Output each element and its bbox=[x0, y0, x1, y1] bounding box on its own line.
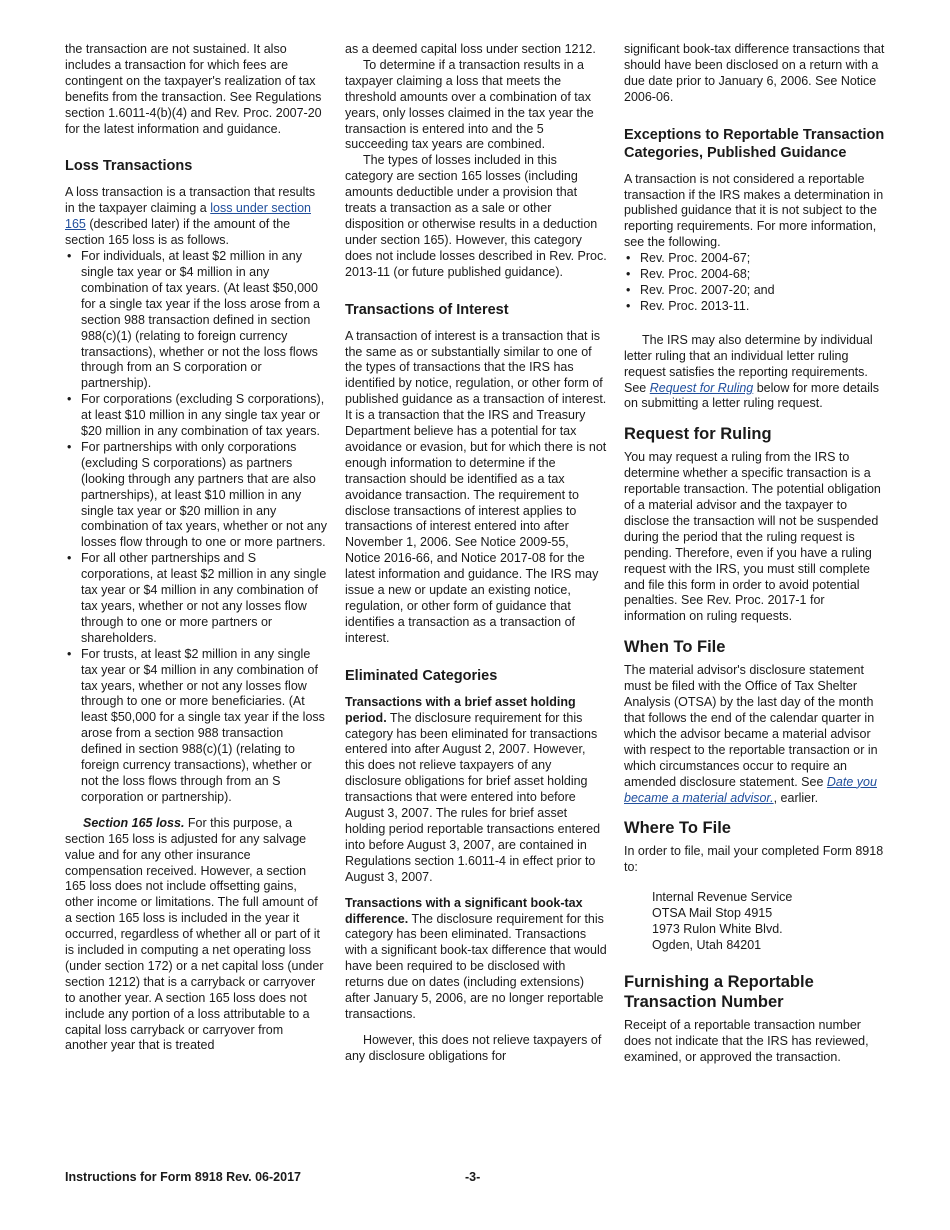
list-item: • For trusts, at least $2 million in any single tax year or $4 million in any combination of tax years, whether or not any losses flow through to one or more beneficiaries. (At least $50,000 for a single tax year if the loss arose from a section 988 transaction defined in section 988(c)(1) (relating to foreign currency transactions), whether or not the loss flows through from an S corporation or partnership). bbox=[65, 647, 327, 806]
section-165-paragraph: Section 165 loss. For this purpose, a section 165 loss is adjusted for any salvage value and for any other insurance compensation received. However, a section 165 loss does not include offsetting gains, other income or limitations. The full amount of a section 165 loss is included in the year it occurred, regardless of whether all or part of it is included in computing a net operating loss (under section 172) or a net capital loss (under section 1212) that is a carryback or carryover to another year. A section 165 loss does not include any portion of a loss attributable to a capital loss carryback or carryover from another year that is treated bbox=[65, 815, 324, 1053]
mailing-address bbox=[652, 890, 886, 954]
book-tax-title: Transactions with a significant book-tax difference. bbox=[345, 895, 583, 926]
list-item: • For corporations (excluding S corporations), at least $10 million in any single tax year or $20 million in any combination of tax years. bbox=[65, 392, 327, 440]
loss-paragraph: A loss transaction is a transaction that results in the taxpayer claiming a loss under section 165 (described later) if the amount of the section 165 loss is as follows. bbox=[65, 185, 316, 248]
column-1 bbox=[65, 42, 327, 1054]
types-paragraph: The types of losses included in this category are section 165 losses (including amounts deductible under a provision that treats a transaction as a sale or other disposition or otherwise results in a deduction under section 165). However, this category does not include losses described in Rev. Proc. 2013-11 (or future published guidance). bbox=[345, 153, 607, 279]
loss-threshold-list bbox=[65, 249, 327, 806]
heading-transactions-of-interest: Transactions of Interest bbox=[345, 301, 509, 318]
page-footer bbox=[65, 1170, 885, 1184]
list-item: • For all other partnerships and S corporations, at least $2 million in any single tax year or $4 million in any combination of tax years, whether or not any losses flow through to one or more partners or shareholders. bbox=[65, 551, 327, 646]
book-tax-paragraph: Transactions with a significant book-tax difference. The disclosure requirement for this category has been eliminated. Transactions with a significant book-tax difference that would have been required to be disclosed with returns due on dates (including extensions) after January 5, 2006, are no longer reportable transactions. bbox=[345, 895, 607, 1021]
when-paragraph: The material advisor's disclosure statement must be filed with the Office of Tax Shelter Analysis (OTSA) by the last day of the month that follows the end of the calendar quarter in which the advisor became a material advisor with respect to the reportable transaction or in which circumstances occur to require an amended disclosure statement. See Date you became a material advisor., earlier. bbox=[624, 663, 878, 805]
rev-proc-list bbox=[624, 251, 886, 315]
heading-furnishing-number: Furnishing a Reportable Transaction Number bbox=[624, 972, 814, 1011]
interest-paragraph: A transaction of interest is a transaction that is the same as or substantially similar to one of the types of transactions that the IRS has identified by notice, regulation, or other form of published guidance as a transaction of interest. It is a transaction that the IRS and Treasury Department believe has a potential for tax avoidance or evasion, but for which there is not enough information to determine if the transaction should be identified as a tax avoidance transaction. The requirement to disclose transactions of interest applies to transactions of interest entered into after November 1, 2006. See Notice 2009-55, Notice 2016-66, and Notice 2017-08 for the latest information and guidance. The IRS may issue a new or update an existing notice, regulation, or other form of guidance that identifies a transaction as a transaction of interest. bbox=[345, 328, 607, 645]
material-advisor-date-link[interactable]: Date you became a material advisor. bbox=[624, 774, 877, 805]
brief-asset-paragraph: Transactions with a brief asset holding period. The disclosure requirement for this category has been eliminated for transactions entered into after August 2, 2007. However, this does not relieve taxpayers of any disclosure obligations for brief asset holding transactions that were entered into before August 3, 2007. The rules for brief asset holding period reportable transactions entered into before August 3, 2007, are contained in Regulations section 1.6011-4 in effect prior to August 3, 2007. bbox=[345, 694, 601, 884]
determine-paragraph: To determine if a transaction results in a taxpayer claiming a loss that meets the threshold amounts over a combination of tax years, only losses claimed in the tax year the transaction is entered into and the 5 succeeding tax years are combined. bbox=[345, 57, 594, 152]
request-for-ruling-link[interactable]: Request for Ruling bbox=[649, 380, 754, 395]
intro-paragraph: the transaction are not sustained. It also includes a transaction for which fees are contingent on the taxpayer's realization of tax benefits from the transaction. See Regulations section 1.6011-4(b)(4) and Rev. Proc. 2007-20 for the latest information and guidance. bbox=[65, 42, 322, 136]
address-line: OTSA Mail Stop 4915 bbox=[652, 906, 773, 921]
address-line: 1973 Rulon White Blvd. bbox=[652, 922, 783, 937]
list-item: • Rev. Proc. 2004-68; bbox=[624, 267, 886, 283]
heading-exceptions: Exceptions to Reportable Transaction Categories, Published Guidance bbox=[624, 126, 885, 161]
column-2 bbox=[345, 42, 607, 1065]
exceptions-paragraph: A transaction is not considered a reportable transaction if the IRS makes a determination in published guidance that it is not subject to the reporting requirements. For more information, see the following. bbox=[624, 171, 884, 250]
list-item: • Rev. Proc. 2013-11. bbox=[624, 299, 886, 315]
continued-paragraph: as a deemed capital loss under section 1212. bbox=[345, 42, 596, 56]
page-number: -3- bbox=[465, 1170, 481, 1184]
heading-loss-transactions: Loss Transactions bbox=[65, 158, 193, 175]
where-paragraph: In order to file, mail your completed Form 8918 to: bbox=[624, 844, 884, 875]
letter-ruling-paragraph: The IRS may also determine by individual letter ruling that an individual letter ruling request satisfies the reporting requirements. See Request for Ruling below for more details on submitting a letter ruling request. bbox=[624, 332, 880, 411]
address-line: Internal Revenue Service bbox=[652, 890, 793, 905]
list-item: • For partnerships with only corporations (excluding S corporations) as partners (looking through any partners that are also partnerships), at least $10 million in any single tax year or $20 million in any combination of tax years, whether or not any losses flow through to one or more partners. bbox=[65, 440, 327, 551]
loss-section-165-link[interactable]: loss under section 165 bbox=[65, 201, 311, 232]
list-item: • For individuals, at least $2 million in any single tax year or $4 million in any combination of tax years. (At least $50,000 for a single tax year if the loss arose from a section 988 transaction defined in section 988(c)(1) (relating to foreign currency transactions), whether or not the loss flows through from an S corporation or partnership). bbox=[65, 249, 327, 392]
continued-paragraph: significant book-tax difference transactions that should have been disclosed on a return with a due date prior to January 6, 2006. See Notice 2006-06. bbox=[624, 42, 885, 104]
list-item: • Rev. Proc. 2004-67; bbox=[624, 251, 886, 267]
address-line: Ogden, Utah 84201 bbox=[652, 937, 762, 952]
heading-when-to-file: When To File bbox=[624, 638, 726, 657]
furnish-paragraph: Receipt of a reportable transaction number does not indicate that the IRS has reviewed, examined, or approved the transaction. bbox=[624, 1017, 869, 1064]
column-3 bbox=[624, 42, 886, 1066]
heading-eliminated-categories: Eliminated Categories bbox=[345, 667, 498, 684]
heading-request-for-ruling: Request for Ruling bbox=[624, 425, 772, 444]
section-165-title: Section 165 loss. bbox=[83, 815, 185, 830]
however-paragraph: However, this does not relieve taxpayers of any disclosure obligations for bbox=[345, 1032, 602, 1063]
heading-where-to-file: Where To File bbox=[624, 819, 731, 838]
list-item: • Rev. Proc. 2007-20; and bbox=[624, 283, 886, 299]
form-title: Instructions for Form 8918 Rev. 06-2017 bbox=[65, 1170, 301, 1184]
ruling-paragraph: You may request a ruling from the IRS to determine whether a specific transaction is a reportable transaction. The potential obligation of a material advisor and the taxpayer to disclose the transaction will not be suspended during the period that the ruling request is pending. Therefore, even if you have a ruling request with the IRS, you must still complete and file this form in order to avoid potential penalties. See Rev. Proc. 2017-1 for information on ruling requests. bbox=[624, 450, 881, 624]
brief-asset-title: Transactions with a brief asset holding period. bbox=[345, 694, 576, 725]
